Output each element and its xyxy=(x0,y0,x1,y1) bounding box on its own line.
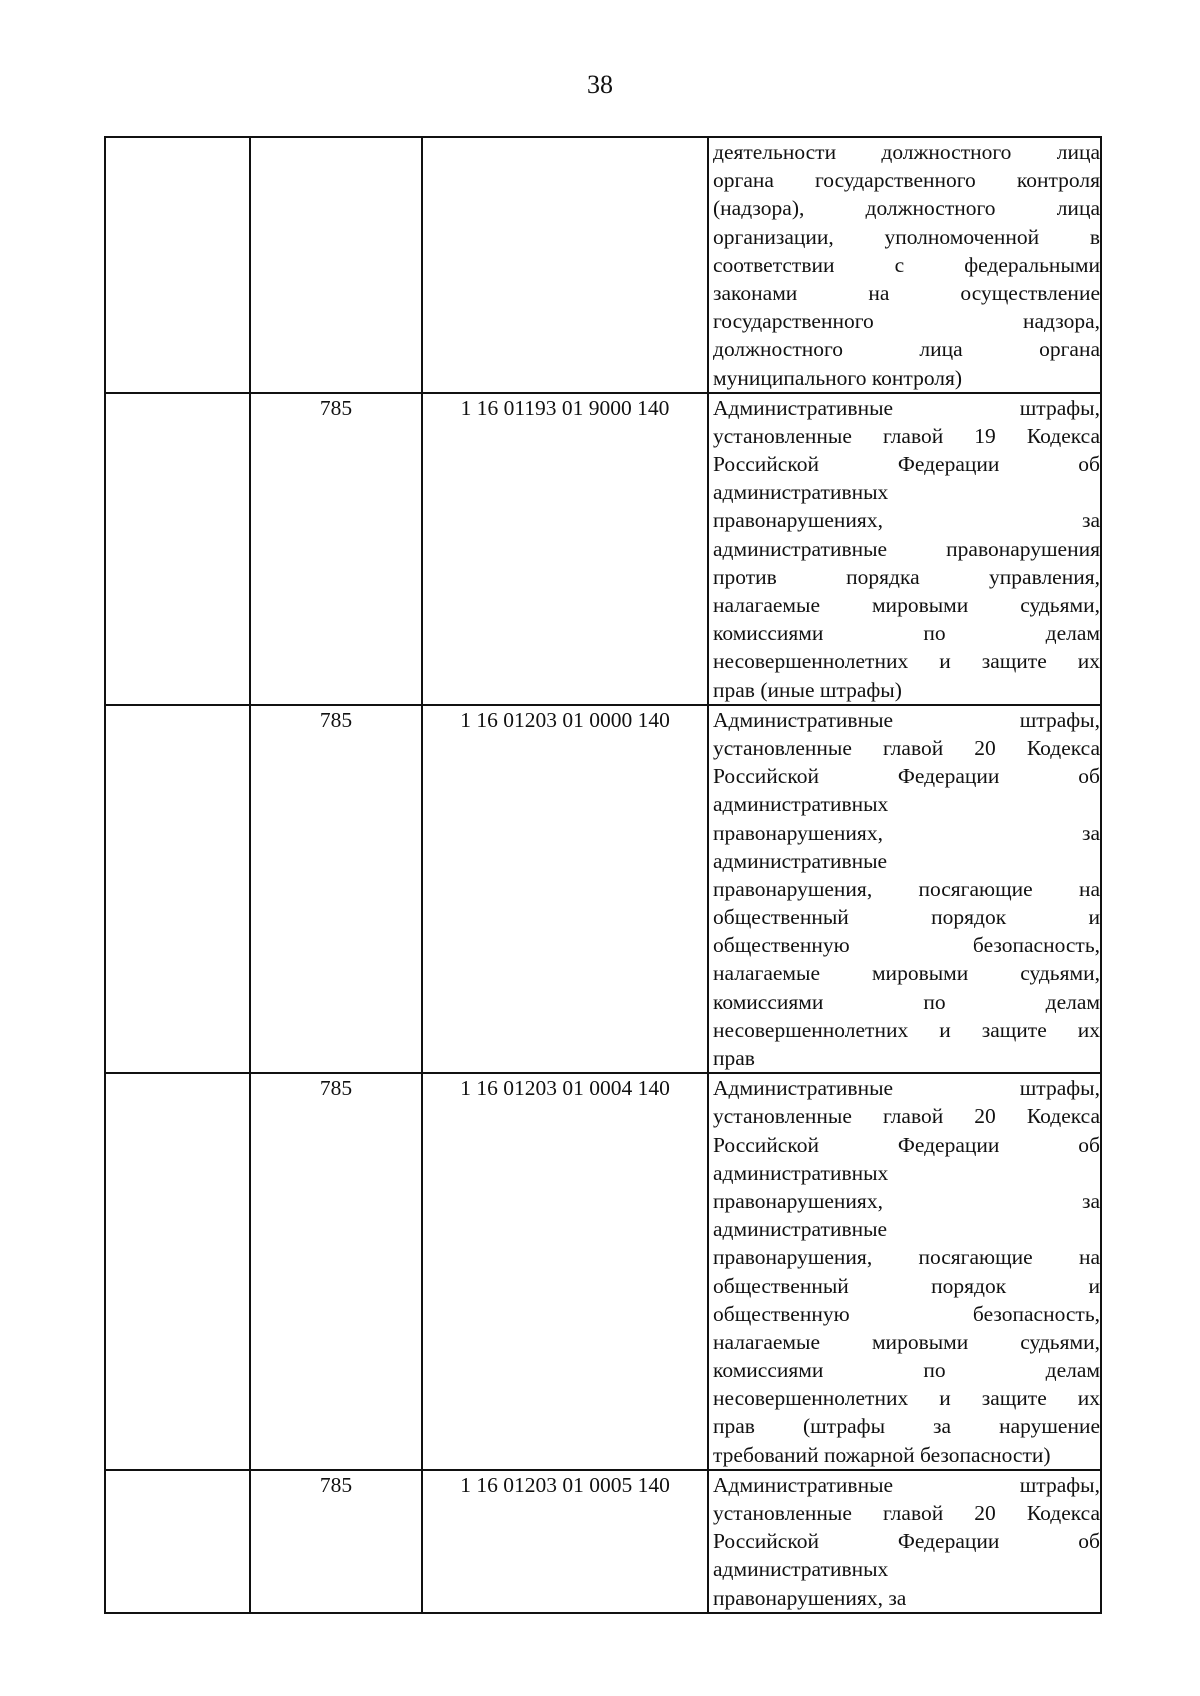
description-line: административных xyxy=(713,1160,889,1185)
description-cell xyxy=(708,137,1101,393)
description-line: законами на осуществление xyxy=(713,280,1100,305)
description-line: установленные главой 20 Кодекса xyxy=(713,1501,1100,1525)
description-line: установленные главой 19 Кодекса xyxy=(713,423,1100,448)
description-line: комиссиями по делам xyxy=(713,989,1100,1014)
admin-code-cell: 785 xyxy=(250,1470,422,1613)
page-number: 38 xyxy=(587,70,613,99)
description-line: административные xyxy=(713,848,888,873)
description-line: органа государственного контроля xyxy=(713,168,1100,193)
description-line: налагаемые мировыми судьями, xyxy=(713,593,1100,617)
kbk-code-cell: 1 16 01203 01 0004 140 xyxy=(422,1073,708,1470)
empty-cell xyxy=(105,393,250,705)
description-line: против порядка управления, xyxy=(713,564,1100,589)
description-line: административные правонарушения xyxy=(713,536,1100,561)
description-line: налагаемые мировыми судьями, xyxy=(713,961,1100,986)
description-line: правонарушениях, за xyxy=(713,508,1100,533)
admin-code-cell: 785 xyxy=(250,705,422,1073)
admin-code-cell xyxy=(250,137,422,393)
empty-cell xyxy=(105,137,250,393)
description-line: прав xyxy=(713,1046,755,1070)
description-line: Российской Федерации об xyxy=(713,452,1100,477)
kbk-code-cell xyxy=(422,137,708,393)
description-line: административных xyxy=(713,792,889,817)
table-row xyxy=(105,1470,1101,1613)
description-line: правонарушения, посягающие на xyxy=(713,876,1100,901)
description-line: прав (иные штрафы) xyxy=(713,677,902,702)
description-line: административных xyxy=(713,480,889,505)
description-line: Административные штрафы, xyxy=(713,707,1100,732)
description-line: налагаемые мировыми судьями, xyxy=(713,1329,1100,1354)
description-line: прав (штрафы за нарушение xyxy=(713,1414,1100,1439)
table-row xyxy=(105,705,1101,1073)
table-row xyxy=(105,393,1101,705)
description-line: Административные штрафы, xyxy=(713,395,1100,420)
description-line: правонарушения, посягающие на xyxy=(713,1245,1100,1270)
admin-code-cell: 785 xyxy=(250,393,422,705)
empty-cell xyxy=(105,705,250,1073)
description-line: правонарушениях, за xyxy=(713,1585,907,1610)
kbk-code-cell: 1 16 01203 01 0005 140 xyxy=(422,1470,708,1613)
description-line: Российской Федерации об xyxy=(713,764,1100,789)
table-row xyxy=(105,137,1101,393)
admin-code-cell: 785 xyxy=(250,1073,422,1470)
table-row xyxy=(105,1073,1101,1470)
description-line: Административные штрафы, xyxy=(713,1076,1100,1101)
description-cell xyxy=(708,1073,1101,1470)
description-line: несовершеннолетних и защите их xyxy=(713,1386,1100,1411)
empty-cell xyxy=(105,1470,250,1613)
description-cell xyxy=(708,705,1101,1073)
description-line: Российской Федерации об xyxy=(713,1132,1100,1157)
description-line: Административные штрафы, xyxy=(713,1472,1100,1497)
description-line: установленные главой 20 Кодекса xyxy=(713,735,1100,760)
budget-code-table xyxy=(104,136,1102,1614)
description-line: Российской Федерации об xyxy=(713,1529,1100,1554)
description-line: (надзора), должностного лица xyxy=(713,196,1100,221)
empty-cell xyxy=(105,1073,250,1470)
description-line: общественную безопасность, xyxy=(713,933,1100,958)
description-line: несовершеннолетних и защите их xyxy=(713,649,1100,674)
description-line: организации, уполномоченной в xyxy=(713,224,1100,249)
description-cell xyxy=(708,393,1101,705)
description-line: комиссиями по делам xyxy=(713,1358,1100,1383)
description-line: должностного лица органа xyxy=(713,337,1100,362)
kbk-code-cell: 1 16 01193 01 9000 140 xyxy=(422,393,708,705)
description-line: административных xyxy=(713,1557,889,1582)
description-line: правонарушениях, за xyxy=(713,1188,1100,1213)
kbk-code-cell: 1 16 01203 01 0000 140 xyxy=(422,705,708,1073)
description-line: требований пожарной безопасности) xyxy=(713,1442,1051,1467)
description-line: комиссиями по делам xyxy=(713,621,1100,646)
description-line: муниципального контроля) xyxy=(713,365,963,390)
description-cell xyxy=(708,1470,1101,1613)
description-line: общественный порядок и xyxy=(713,905,1100,930)
description-line: административные xyxy=(713,1217,888,1242)
description-line: общественную безопасность, xyxy=(713,1301,1100,1326)
description-line: правонарушениях, за xyxy=(713,820,1100,845)
description-line: государственного надзора, xyxy=(713,309,1100,334)
description-line: соответствии с федеральными xyxy=(713,252,1100,277)
description-line: установленные главой 20 Кодекса xyxy=(713,1104,1100,1129)
description-line: несовершеннолетних и защите их xyxy=(713,1017,1100,1042)
description-line: общественный порядок и xyxy=(713,1273,1100,1298)
description-line: деятельности должностного лица xyxy=(713,140,1100,164)
